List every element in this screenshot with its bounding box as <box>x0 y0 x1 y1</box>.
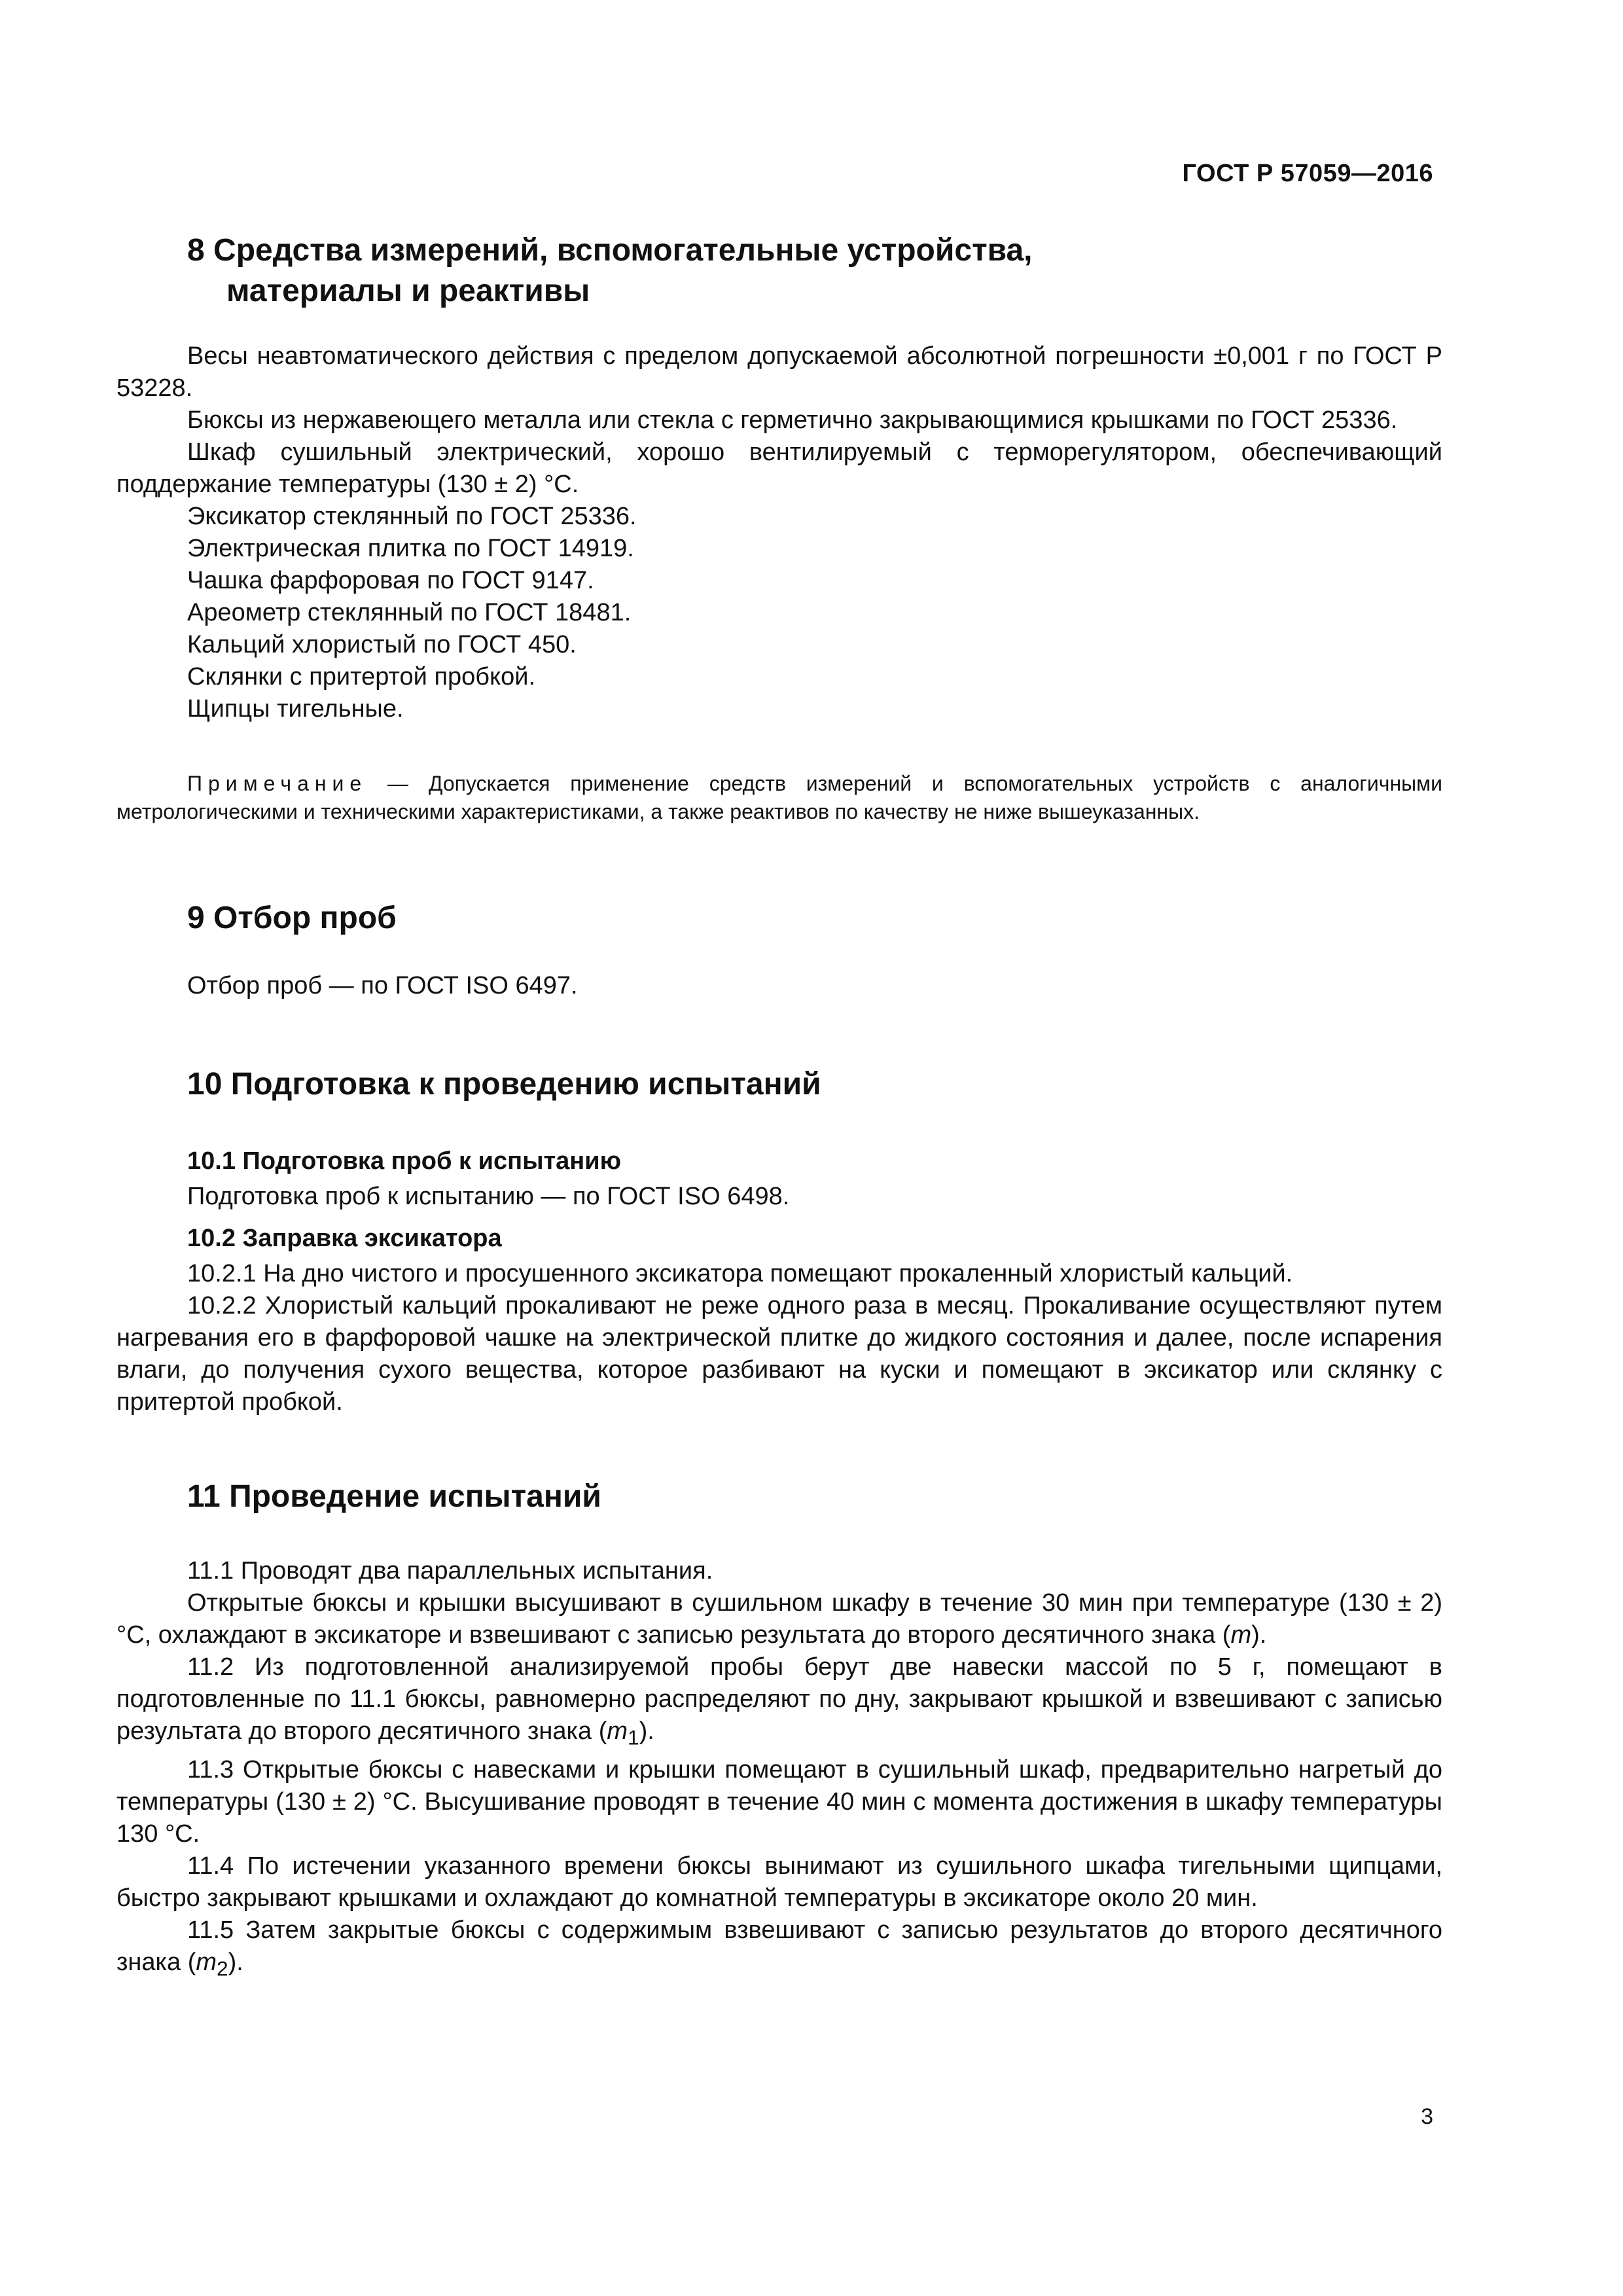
section-9-title: 9 Отбор проб <box>187 901 397 935</box>
symbol-subscript: 1 <box>628 1725 639 1749</box>
symbol-subscript: 2 <box>217 1956 228 1981</box>
paragraph-end: ). <box>228 1948 243 1976</box>
list-item: Шкаф сушильный электрический, хорошо вентилируемый с терморегулятором, обеспечивающий поддержание температуры (130 ± 2) °С. <box>116 439 1442 498</box>
list-item: Бюксы из нержавеющего металла или стекла с герметично закрывающимися крышками по ГОСТ 25336. <box>187 406 1398 434</box>
section-8-list <box>116 340 1442 725</box>
paragraph-11-1: 11.1 Проводят два параллельных испытания. <box>187 1557 713 1585</box>
list-item: Весы неавтоматического действия с пределом допускаемой абсолютной погрешности ±0,001 г по ГОСТ Р 53228. <box>116 342 1442 402</box>
note-text: — Допускается применение средств измерений и вспомогательных устройств с аналогичными метрологическими и техническими характеристиками, а также реактивов по качеству не ниже вышеуказанных. <box>116 772 1442 823</box>
list-item: Эксикатор стеклянный по ГОСТ 25336. <box>187 503 637 530</box>
section-11-title: 11 Проведение испытаний <box>187 1479 601 1514</box>
section-10-2 <box>116 1223 1442 1418</box>
paragraph-text: 11.2 Из подготовленной анализируемой пробы берут две навески массой по 5 г, помещают в подготовленные по 11.1 бюксы, равномерно распределяют по дну, закрывают крышкой и взвешивают с записью результата до второго десятичного знака ( <box>116 1653 1442 1745</box>
list-item: Электрическая плитка по ГОСТ 14919. <box>187 535 634 562</box>
section-11 <box>116 1477 1442 1517</box>
symbol-m: m <box>1230 1621 1252 1649</box>
note-label: Примечание <box>187 772 368 795</box>
list-item: Чашка фарфоровая по ГОСТ 9147. <box>187 567 594 594</box>
subsection-10-2-title: 10.2 Заправка эксикатора <box>187 1225 502 1252</box>
page-number: 3 <box>1421 2104 1433 2129</box>
section-9-body <box>116 970 1442 1002</box>
paragraph-11-5 <box>116 1914 1442 1985</box>
paragraph-text: Открытые бюксы и крышки высушивают в сушильном шкафу в течение 30 мин при температуре (130 ± 2) °С, охлаждают в эксикаторе и взвешивают с записью результата до второго десятичного знака ( <box>116 1589 1442 1649</box>
list-item: Склянки с притертой пробкой. <box>187 663 536 691</box>
section-8-title-line-2: материалы и реактивы <box>226 274 590 308</box>
list-item: Ареометр стеклянный по ГОСТ 18481. <box>187 599 632 626</box>
paragraph-11-3: 11.3 Открытые бюксы с навесками и крышки помещают в сушильный шкаф, предварительно нагретый до температуры (130 ± 2) °С. Высушивание проводят в течение 40 мин с момента достижения в шкафу температуры 130 °С. <box>116 1755 1442 1848</box>
section-8-title-line-1: 8 Средства измерений, вспомогательные устройства, <box>187 233 1033 268</box>
note-paragraph <box>116 770 1442 826</box>
symbol-m1: m <box>607 1717 628 1745</box>
paragraph-end: ). <box>639 1717 654 1745</box>
section-8 <box>116 230 1442 312</box>
paragraph-end: ). <box>1251 1621 1267 1649</box>
paragraph-10-2-1: 10.2.1 На дно чистого и просушенного эксикатора помещают прокаленный хлористый кальций. <box>187 1260 1293 1287</box>
document-code: ГОСТ Р 57059—2016 <box>1182 160 1433 187</box>
paragraph-11-4: 11.4 По истечении указанного времени бюксы вынимают из сушильного шкафа тигельными щипцами, быстро закрывают крышками и охлаждают до комнатной температуры в эксикаторе около 20 мин. <box>116 1852 1442 1912</box>
section-9 <box>116 898 1442 939</box>
subsection-10-1-title: 10.1 Подготовка проб к испытанию <box>187 1147 622 1175</box>
paragraph-11-2 <box>116 1651 1442 1754</box>
section-11-body <box>116 1555 1442 1984</box>
paragraph-11-1-continued <box>116 1587 1442 1651</box>
symbol-m2: m <box>196 1948 217 1976</box>
section-10-title: 10 Подготовка к проведению испытаний <box>187 1067 821 1102</box>
paragraph-text: 11.5 Затем закрытые бюксы с содержимым взвешивают с записью результатов до второго десятичного знака ( <box>116 1916 1442 1976</box>
list-item: Щипцы тигельные. <box>187 695 404 723</box>
list-item: Кальций хлористый по ГОСТ 450. <box>187 631 577 658</box>
paragraph-10-2-2: 10.2.2 Хлористый кальций прокаливают не реже одного раза в месяц. Прокаливание осуществляют путем нагревания его в фарфоровой чашке на электрической плитке до жидкого состояния и далее, после испарения влаги, до получения сухого вещества, которое разбивают на куски и помещают в эксикатор или склянку с притертой пробкой. <box>116 1292 1442 1416</box>
section-10-1 <box>116 1145 1442 1213</box>
subsection-10-1-text: Подготовка проб к испытанию — по ГОСТ ISO 6498. <box>187 1183 790 1210</box>
section-9-text: Отбор проб — по ГОСТ ISO 6497. <box>187 972 578 999</box>
section-8-note <box>116 770 1442 826</box>
section-10 <box>116 1064 1442 1105</box>
